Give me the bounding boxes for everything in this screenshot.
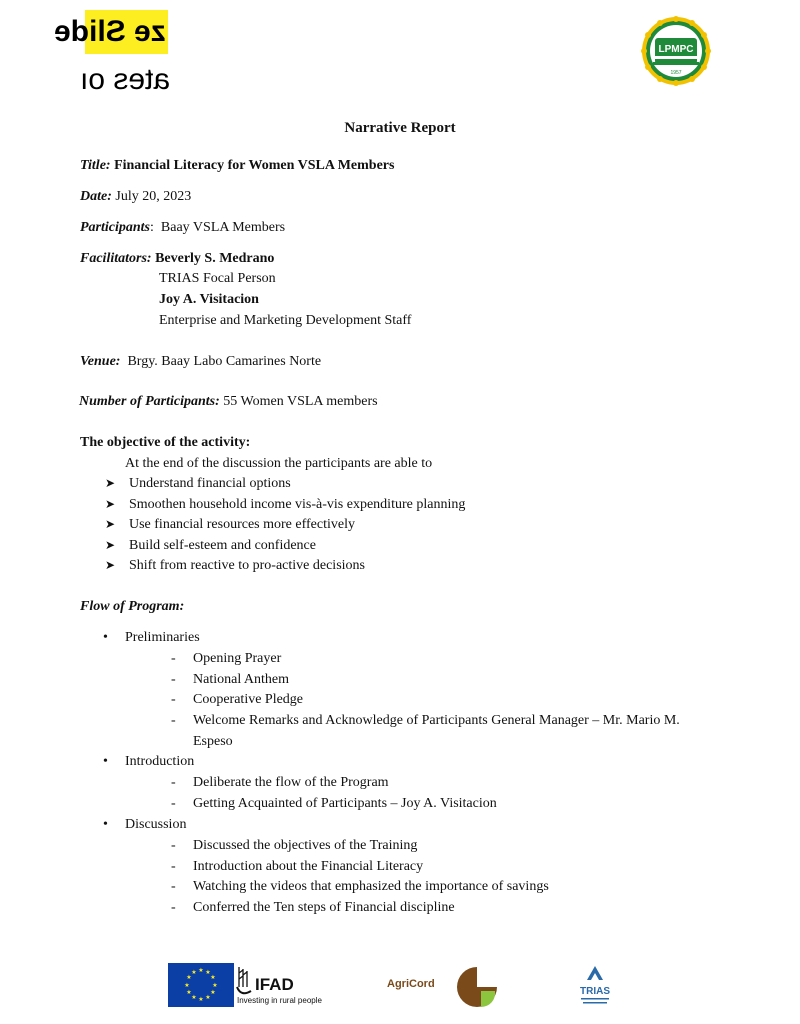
arrow-bullet-icon: ➤: [105, 476, 116, 490]
eu-flag-logo: [168, 963, 234, 1007]
program-section: • Introduction: [103, 754, 195, 769]
dash-bullet: -: [171, 796, 176, 811]
program-item: - Deliberate the flow of the Program: [171, 775, 389, 790]
venue-value: Brgy. Baay Labo Camarines Norte: [127, 354, 322, 369]
date-field: [80, 189, 191, 205]
facilitator-1-role: TRIAS Focal Person: [159, 271, 276, 286]
program-item: - Introduction about the Financial Literacy: [171, 859, 424, 874]
svg-text:★: ★: [210, 974, 216, 981]
svg-text:★: ★: [198, 996, 204, 1003]
svg-text:★: ★: [212, 982, 218, 989]
participants-value: Baay VSLA Members: [160, 220, 286, 235]
dash-bullet: -: [171, 879, 176, 894]
program-item: - Opening Prayer: [171, 651, 282, 666]
venue-field: [80, 354, 321, 370]
facilitator-1-name: Beverly S. Medrano: [155, 251, 275, 266]
program-item: - Watching the videos that emphasized the importance of savings: [171, 879, 549, 894]
trias-logo: [573, 964, 617, 1006]
bullet-dot-icon: •: [103, 754, 108, 769]
svg-text:★: ★: [186, 989, 192, 996]
arrow-bullet-icon: ➤: [105, 497, 116, 511]
objective-item: ➤ Build self-esteem and confidence: [105, 538, 316, 553]
ifad-logo: [235, 963, 330, 1007]
dash-bullet: -: [171, 775, 176, 790]
mirrored-header-fragment: [54, 10, 168, 54]
objective-item: ➤ Use financial resources more effectively: [105, 517, 355, 532]
objective-item: ➤ Smoothen household income vis-à-vis expenditure planning: [105, 497, 466, 512]
facilitators-field: [80, 251, 274, 267]
facilitator-2-role: Enterprise and Marketing Development Staff: [159, 313, 412, 328]
participants-field: [80, 220, 285, 236]
number-of-participants-field: [79, 394, 378, 410]
report-heading: Narrative Report: [344, 120, 456, 136]
svg-text:★: ★: [205, 969, 211, 976]
title-label: Title:: [80, 158, 111, 173]
arrow-bullet-icon: ➤: [105, 517, 116, 531]
dash-bullet: -: [171, 692, 176, 707]
objective-item: ➤ Shift from reactive to pro-active decisions: [105, 558, 365, 573]
participants-label: Participants: [80, 220, 151, 235]
program-item: - National Anthem: [171, 672, 290, 687]
svg-text:IFAD: IFAD: [255, 975, 294, 994]
title-field: [80, 158, 394, 174]
program-item: - Welcome Remarks and Acknowledge of Participants General Manager – Mr. Mario M.: [171, 713, 680, 728]
program-section: • Preliminaries: [103, 630, 200, 645]
objectives-intro: At the end of the discussion the participants are able to: [125, 456, 433, 471]
number-of-participants-label: Number of Participants:: [79, 394, 220, 409]
participants-colon: :: [150, 220, 154, 235]
facilitators-label: Facilitators:: [80, 251, 152, 266]
program-heading: Flow of Program:: [80, 599, 185, 614]
svg-text:★: ★: [205, 994, 211, 1001]
program-item: - Conferred the Ten steps of Financial discipline: [171, 900, 455, 915]
svg-text:★: ★: [186, 974, 192, 981]
date-value: July 20, 2023: [115, 189, 192, 204]
svg-text:★: ★: [184, 982, 190, 989]
dash-bullet: -: [171, 672, 176, 687]
svg-text:LPMPC: LPMPC: [658, 44, 694, 55]
program-item: - Cooperative Pledge: [171, 692, 304, 707]
svg-text:AgriCord: AgriCord: [387, 978, 435, 990]
mirrored-header-text: ze Slide: [54, 15, 166, 48]
svg-text:★: ★: [191, 994, 197, 1001]
svg-text:1957: 1957: [670, 70, 682, 76]
lpmpc-seal-logo: [641, 16, 711, 86]
dash-bullet: -: [171, 651, 176, 666]
mirrored-subheader-fragment: [79, 63, 174, 98]
svg-text:TRIAS: TRIAS: [580, 986, 610, 997]
venue-label: Venue:: [80, 354, 121, 369]
svg-text:★: ★: [198, 967, 204, 974]
bullet-dot-icon: •: [103, 817, 108, 832]
dash-bullet: -: [171, 900, 176, 915]
date-label: Date:: [80, 189, 112, 204]
dash-bullet: -: [171, 713, 176, 728]
svg-text:★: ★: [210, 989, 216, 996]
bullet-dot-icon: •: [103, 630, 108, 645]
dash-bullet: -: [171, 838, 176, 853]
arrow-bullet-icon: ➤: [105, 558, 116, 572]
program-item: - Discussed the objectives of the Training: [171, 838, 418, 853]
svg-text:★: ★: [191, 969, 197, 976]
arrow-bullet-icon: ➤: [105, 538, 116, 552]
program-item-continuation: Espeso: [193, 734, 233, 749]
svg-text:Investing in rural people: Investing in rural people: [237, 996, 322, 1005]
objective-item: ➤ Understand financial options: [105, 476, 291, 491]
mirrored-subheader-text: ates oı: [79, 63, 170, 96]
title-value: Financial Literacy for Women VSLA Members: [114, 158, 395, 173]
number-of-participants-value: 55 Women VSLA members: [223, 394, 378, 409]
facilitator-2-name: Joy A. Visitacion: [159, 292, 259, 307]
dash-bullet: -: [171, 859, 176, 874]
objectives-heading: The objective of the activity:: [80, 435, 251, 450]
agricord-logo: [385, 963, 500, 1013]
program-item: - Getting Acquainted of Participants – Joy A. Visitacion: [171, 796, 497, 811]
program-section: • Discussion: [103, 817, 187, 832]
